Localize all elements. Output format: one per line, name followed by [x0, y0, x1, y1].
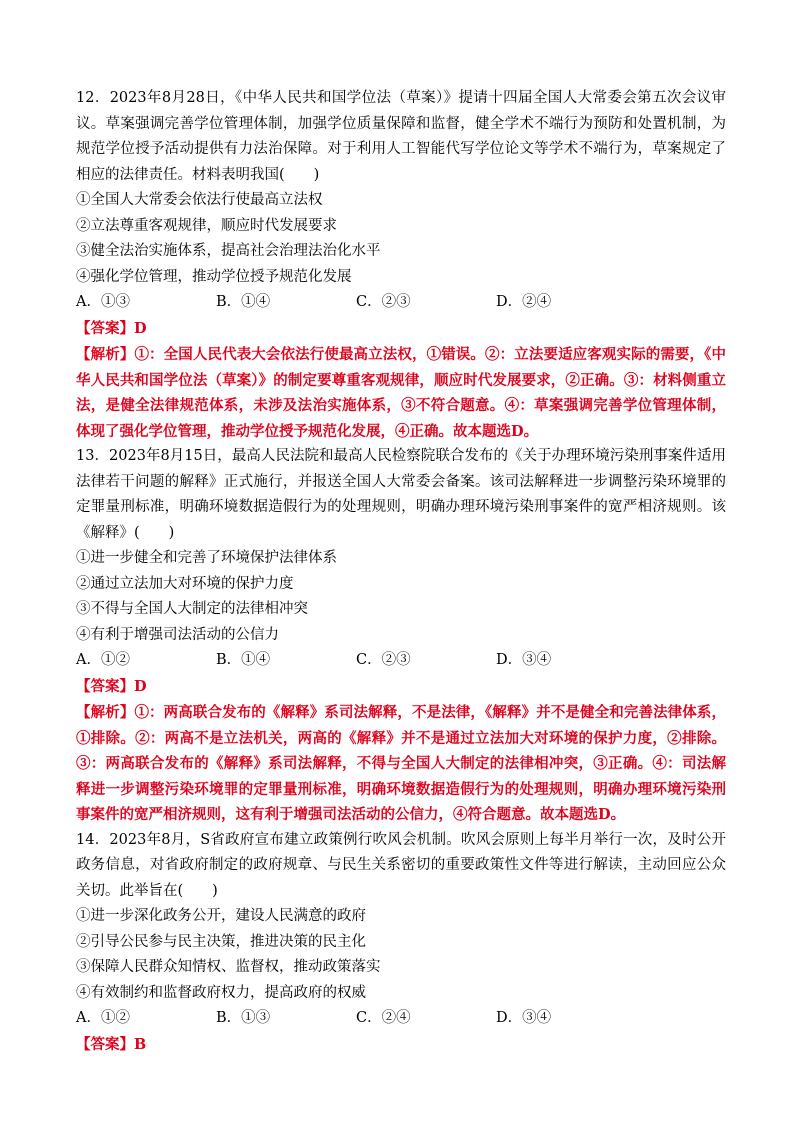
answer-line [76, 674, 726, 701]
option-3: ③健全法治实施体系，提高社会治理法治化水平 [76, 243, 381, 259]
option-2: ②立法尊重客观规律，顺应时代发展要求 [76, 217, 337, 234]
option-3: ③不得与全国人大制定的法律相冲突 [76, 601, 308, 617]
option-4: ④强化学位管理，推动学位授予规范化发展 [76, 268, 352, 285]
option-2: ②通过立法加大对环境的保护力度 [76, 575, 294, 592]
question-13 [76, 444, 726, 828]
answer-choices [76, 648, 726, 674]
question-stem: 12．2023年8月28日，《中华人民共和国学位法（草案）》提请十四届全国人大常委会第五次会议审议。草案强调完善学位管理体制，加强学位质量保障和监督，健全学术不端行为预防和处置机制，为规范学位授予活动提供有力法治保障。对于利用人工智能代写学位论文等学术不端行为，草案规定了相应的法律责任。材料表明我国( ) [76, 90, 726, 183]
answer-label: 【答案】 [76, 677, 134, 695]
question-14 [76, 828, 726, 1059]
answer-line [76, 316, 726, 343]
option-1: ①进一步健全和完善了环境保护法律体系 [76, 550, 337, 566]
explanation [76, 342, 726, 444]
choice-d: D．③④ [496, 652, 552, 668]
choice-d: D．③④ [496, 1010, 552, 1026]
explanation-text: ①：全国人民代表大会依法行使最高立法权，①错误。②：立法要适应客观实际的需要，《中华人民共和国学位法（草案）》的制定要尊重客观规律，顺应时代发展要求，②正确。③：材料侧重立法，是健全法律规范体系，未涉及法治实施体系，③不符合题意。④：草案强调完善学位管理体制，体现了强化学位管理，推动学位授予规范化发展，④正确。故本题选D。 [76, 346, 727, 440]
option-1: ①进一步深化政务公开，建设人民满意的政府 [76, 908, 366, 924]
option-1: ①全国人大常委会依法行使最高立法权 [76, 192, 323, 208]
answer-choices [76, 290, 726, 316]
answer-value: D [134, 319, 147, 337]
choice-d: D．②④ [496, 294, 552, 310]
choice-c: C．②③ [356, 294, 411, 310]
option-2: ②引导公民参与民主决策，推进决策的民主化 [76, 933, 366, 950]
answer-label: 【答案】 [76, 319, 134, 337]
question-stem: 13．2023年8月15日，最高人民法院和最高人民检察院联合发布的《关于办理环境污染刑事案件适用法律若干问题的解释》正式施行，并报送全国人大常委会备案。该司法解释进一步调整污染环境罪的定罪量刑标准，明确环境数据造假行为的处理规则，明确办理环境污染刑事案件的宽严相济规则。该《解释》( ) [76, 448, 726, 541]
explanation-text: ①：两高联合发布的《解释》系司法解释，不是法律，《解释》并不是健全和完善法律体系，①排除。②：两高不是立法机关，两高的《解释》并不是通过立法加大对环境的保护力度，②排除。③：两高联合发布的《解释》系司法解释，不得与全国人大制定的法律相冲突，③正确。④：司法解释进一步调整污染环境罪的定罪量刑标准，明确环境数据造假行为的处理规则，明确办理环境污染刑事案件的宽严相济规则，这有利于增强司法活动的公信力，④符合题意。故本题选D。 [76, 704, 727, 823]
option-4: ④有利于增强司法活动的公信力 [76, 626, 279, 643]
option-3: ③保障人民群众知情权、监督权，推动政策落实 [76, 959, 381, 975]
choice-b: B．①④ [216, 294, 271, 310]
explanation-label: 【解析】 [76, 704, 135, 721]
explanation-label: 【解析】 [76, 346, 135, 363]
document-page [76, 86, 726, 1058]
answer-value: B [134, 1035, 147, 1053]
choice-b: B．①③ [216, 1010, 271, 1026]
answer-label: 【答案】 [76, 1035, 134, 1053]
choice-a: A．①② [76, 652, 130, 668]
question-stem: 14．2023年8月，S省政府宣布建立政策例行吹风会机制。吹风会原则上每半月举行一次，及时公开政务信息，对省政府制定的政府规章、与民生关系密切的重要政策性文件等进行解读，主动回应公众关切。此举旨在( ) [76, 831, 726, 899]
choice-c: C．②③ [356, 652, 411, 668]
answer-value: D [134, 677, 147, 695]
choice-b: B．①④ [216, 652, 271, 668]
question-12 [76, 86, 726, 444]
choice-c: C．②④ [356, 1010, 411, 1026]
choice-a: A．①③ [76, 294, 130, 310]
explanation [76, 700, 726, 828]
answer-line [76, 1032, 726, 1059]
option-4: ④有效制约和监督政府权力，提高政府的权威 [76, 984, 366, 1001]
answer-choices [76, 1006, 726, 1032]
choice-a: A．①② [76, 1010, 130, 1026]
